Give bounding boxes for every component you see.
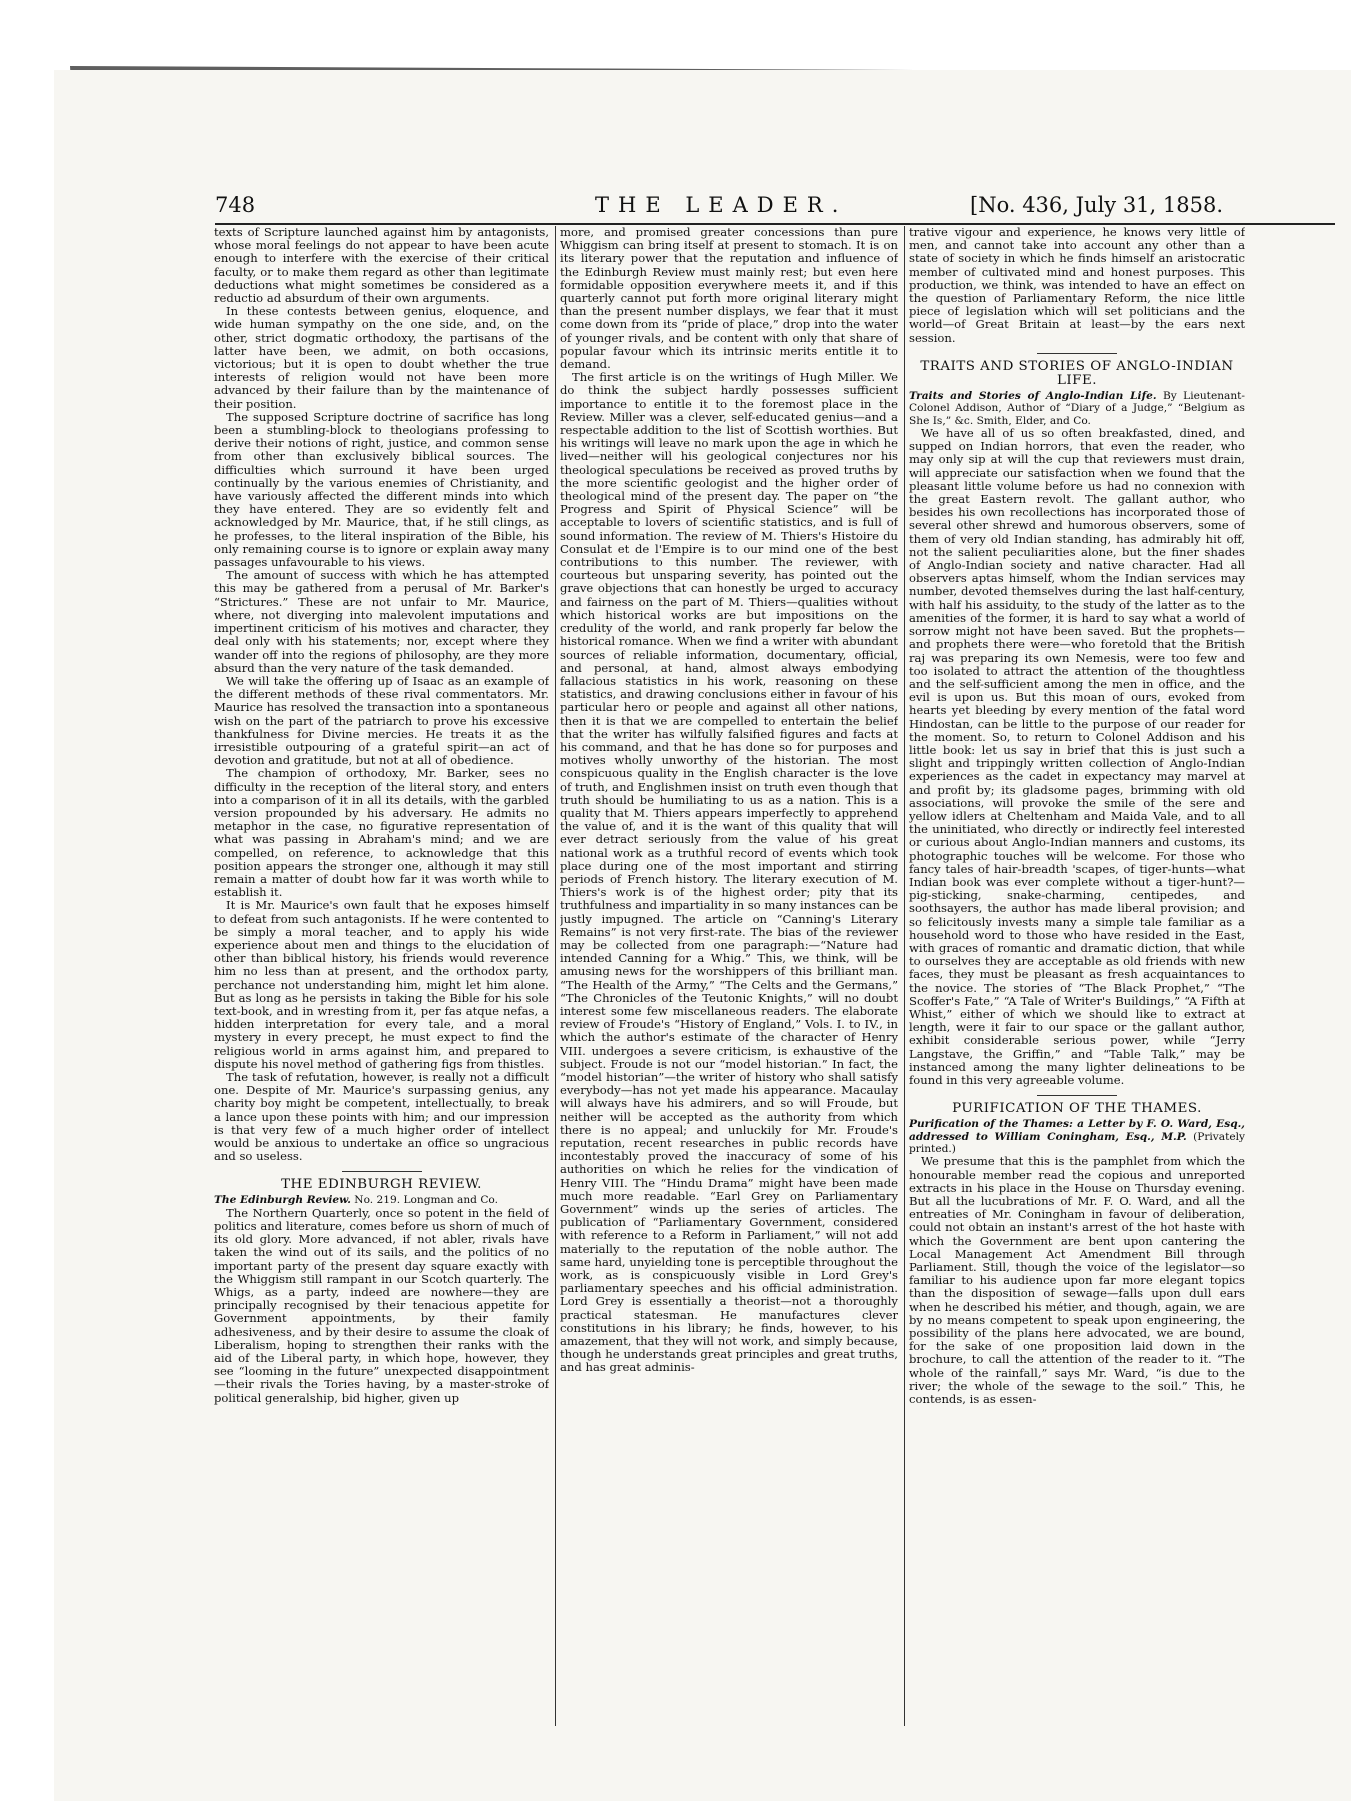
issue-date: [No. 436, July 31, 1858. xyxy=(970,193,1224,217)
paragraph: The task of refutation, however, is really not a difficult one. Despite of Mr. Maurice's surpassing genius, any charity boy might be competent, intellectually, to break a lance upon these points with him; and our impression is that very few of a much higher order of intellect would be anxious to undertake an office so ungracious and so useless. xyxy=(214,1070,549,1164)
citation-title: The Edinburgh Review. xyxy=(214,1194,351,1207)
column-divider xyxy=(555,226,556,1726)
paragraph: We presume that this is the pamphlet from which the honourable member read the copious and unreported extracts in his place in the House on Thursday evening. But all the lucubrations of Mr. F. O. Ward, and all the entreaties of Mr. Coningham in favour of deliberation, could not obtain an instant's arrest of the hot haste with which the Government are bent upon cantering the Local Management Act Amendment Bill through Parliament. Still, though the voice of the legislator—so familiar to his audience upon far more elegant topics than the disposition of sewage—falls upon dull ears when he described his métier, and though, again, we are by no means competent to speak upon engineering, the possibility of the plans here advocated, we are bound, for the sake of one proposition laid down in the brochure, to call the attention of the reader to it. “The whole of the rainfall,” says Mr. Ward, “is due to the river; the whole of the sewage to the soil.” This, he contends, is as essen- xyxy=(909,1154,1245,1407)
paragraph: more, and promised greater concessions than pure Whiggism can bring itself at present to stomach. It is on its literary power that the reputation and influence of the Edinburgh Review must mainly rest; but even here formidable opposition everywhere meets it, and if this quarterly cannot put forth more original literary might than the present number displays, we fear that it must come down from its “pride of place,” drop into the water of younger rivals, and be content with only that share of popular favour which its intrinsic merits entitle it to demand. xyxy=(560,226,898,372)
masthead-title: THE LEADER. xyxy=(595,193,848,217)
citation-publisher: Smith, Elder, and Co. xyxy=(976,414,1091,427)
citation-title: Traits and Stories of Anglo-Indian Life. xyxy=(909,389,1157,402)
paragraph: In these contests between genius, eloquence, and wide human sympathy on the one side, and, on the other, strict dogmatic orthodoxy, the partisans of the latter have been, we admit, on both occasions, victorious; but it is open to doubt whether the true interests of religion would not have been more advanced by their failure than by the maintenance of their position. xyxy=(214,304,549,411)
section-title: TRAITS AND STORIES OF ANGLO-INDIAN LIFE. xyxy=(920,358,1234,388)
section-title: THE EDINBURGH REVIEW. xyxy=(281,1177,482,1193)
column-3 xyxy=(909,226,1245,1726)
section-rule xyxy=(1037,353,1117,354)
section-rule xyxy=(342,1171,422,1172)
paragraph: The amount of success with which he has attempted this may be gathered from a perusal of Mr. Barker's “Strictures.” These are not unfair to Mr. Maurice, where, not diverging into malevolent imputations and impertinent criticism of his motives and character, they deal only with his statements; nor, except where they wander off into the regions of philosophy, are they more absurd than the very nature of the task demanded. xyxy=(214,568,549,675)
page-number: 748 xyxy=(215,193,256,217)
paragraph: We have all of us so often breakfasted, dined, and supped on Indian horrors, that even the reader, who may only sip at will the cup that reviewers must drain, will appreciate our satisfaction when we found that the pleasant little volume before us had no connexion with the great Eastern revolt. The gallant author, who besides his own recollections has incorporated those of several other shrewd and humorous observers, some of them of very old Indian standing, has admirably hit off, not the salient peculiarities alone, but the finer shades of Anglo-Indian society and native character. Had all observers aptas himself, whom the Indian services may number, devoted themselves during the last half-century, with half his assiduity, to the study of the latter as to the amenities of the former, it is hard to say what a world of sorrow might not have been saved. But the prophets—and prophets there were—who foretold that the British raj was preparing its own Nemesis, were too few and too isolated to attract the attention of the thoughtless and the self-sufficient among the men in office, and the evil is upon us. But this moan of ours, evoked from hearts yet bleeding by every mention of the fatal word Hindostan, can be little to the purpose of our reader for the moment. So, to return to Colonel Addison and his little book: let us say in brief that this is just such a slight and trippingly written collection of Anglo-Indian experiences as the cadet in expectancy may marvel at and profit by; its gladsome pages, brimming with old associations, will provoke the smile of the sere and yellow idlers at Cheltenham and Maida Vale, and to all the uninitiated, who directly or indirectly feel interested or curious about Anglo-Indian manners and customs, its photographic touches will be welcome. For those who fancy tales of hair-breadth 'scapes, of tiger-hunts—what Indian book was ever complete without a tiger-hunt?—pig-sticking, snake-charming, centipedes, and soothsayers, the author has made liberal provision; and so felicitously invests many a simple tale familiar as a household word to those who have resided in the East, with graces of romantic and dramatic diction, that while to ourselves they are acceptable as old friends with new faces, they must be pleasant as fresh acquaintances to the novice. The stories of “The Black Prophet,” “The Scoffer's Fate,” “A Tale of Writer's Buildings,” “A Fifth at Whist,” either of which we should like to extract at length, were it fair to our space or the gallant author, exhibit considerable serious power, while “Jerry Langstave, the Griffin,” and “Table Talk,” may be instanced among the many lighter delineations to be found in this very agreeable volume. xyxy=(909,426,1245,1087)
paragraph: The champion of orthodoxy, Mr. Barker, sees no difficulty in the reception of the literal story, and enters into a comparison of it in all its details, with the garbled version propounded by his adversary. He admits no metaphor in the case, no figurative representation of what was passing in Abraham's mind; and we are compelled, on reference, to acknowledge that this position appears the stronger one, although it may still remain a matter of doubt how far it was worth while to establish it. xyxy=(214,766,549,900)
citation-detail: By Lieutenant-Colonel Addison, Author of “Diary of a Judge,” “Belgium as She Is,” &c. xyxy=(909,389,1245,427)
book-citation xyxy=(909,1118,1245,1155)
citation-title: Purification of the Thames: a Letter by F. O. Ward, Esq., addressed to William Coningham, Esq., M.P. xyxy=(909,1118,1245,1143)
book-citation xyxy=(909,390,1245,427)
column-2 xyxy=(560,226,898,1726)
paragraph: The first article is on the writings of Hugh Miller. We do think the subject hardly possesses sufficient importance to entitle it to the foremost place in the Review. Miller was a clever, self-educated genius—and a respectable addition to the list of Scottish worthies. But his writings will leave no mark upon the age in which he lived—neither will his geological conjectures nor his theological speculations be received as proved truths by the more scientific geologist and the higher order of theological mind of the present day. The paper on “the Progress and Spirit of Physical Science” will be acceptable to lovers of scientific statistics, and is full of sound information. The review of M. Thiers's Histoire du Consulat et de l'Empire is to our mind one of the best contributions to this number. The reviewer, with courteous but unsparing severity, has pointed out the grave objections that can honestly be urged to accuracy and fairness on the part of M. Thiers—qualities without which historical works are but impositions on the credulity of the world, and rank properly far below the historical romance. When we find a writer with abundant sources of reliable information, documentary, official, and personal, at hand, almost always embodying fallacious statistics in his work, reasoning on these statistics, and drawing conclusions either in favour of his particular hero or people and against all other nations, then it is that we are compelled to entertain the belief that the writer has wilfully falsified figures and facts at his command, and that he has done so for purposes and motives wholly unworthy of the historian. The most conspicuous quality in the English character is the love of truth, and Englishmen insist on truth even though that truth should be humiliating to us as a nation. This is a quality that M. Thiers appears imperfectly to apprehend the value of, and it is the want of this quality that will ever detract seriously from the value of his great national work as a truthful record of events which took place during one of the most important and stirring periods of French history. The literary execution of M. Thiers's work is of the highest order; pity that its truthfulness and impartiality in so many instances can be justly impugned. The article on “Canning's Literary Remains” is not very first-rate. The bias of the reviewer may be collected from one paragraph:—“Nature had intended Canning for a Whig.” This, we think, will be amusing news for the worshippers of this brilliant man. “The Health of the Army,” “The Celts and the Germans,” “The Chronicles of the Teutonic Knights,” will no doubt interest some few miscellaneous readers. The elaborate review of Froude's “History of England,” Vols. I. to IV., in which the author's estimate of the character of Henry VIII. undergoes a severe criticism, is exhaustive of the subject. Froude is not our “model historian.” In fact, the “model historian”—the writer of history who shall satisfy everybody—has not yet made his appearance. Macaulay will always have his admirers, and so will Froude, but neither will be accepted as the authority from which there is no appeal; and unluckily for Mr. Froude's reputation, recent researches in public records have incontestably proved the inaccuracy of some of his authorities on which he relies for the vindication of Henry VIII. The “Hindu Drama” might have been made much more readable. “Earl Grey on Parliamentary Government” winds up the series of articles. The publication of “Parliamentary Government, considered with reference to a Reform in Parliament,” will not add materially to the reputation of the noble author. The same hard, unyielding tone is perceptible throughout the work, as is conspicuously visible in Lord Grey's parliamentary speeches and his official administration. Lord Grey is essentially a theorist—not a thoroughly practical statesman. He manufactures clever constitutions in his library; he finds, however, to his amazement, that they will not work, and simply because, though he understands great principles and great truths, and has great adminis- xyxy=(560,370,898,1375)
header-rule xyxy=(215,223,1335,225)
paragraph: The Northern Quarterly, once so potent in the field of politics and literature, comes before us shorn of much of its old glory. More advanced, if not abler, rivals have taken the wind out of its sails, and the politics of no important party of the present day square exactly with the Whiggism still rampant in our Scotch quarterly. The Whigs, as a party, indeed are nowhere—they are principally recognised by their tenacious appetite for Government appointments, by their family adhesiveness, and by their desire to assume the cloak of Liberalism, hoping to strengthen their ranks with the aid of the Liberal party, in which hope, however, they see “looming in the future” unexpected disappointment—their rivals the Tories having, by a master-stroke of political generalship, bid higher, given up xyxy=(214,1205,549,1405)
paragraph: The supposed Scripture doctrine of sacrifice has long been a stumbling-block to theologians professing to derive their notions of right, justice, and common sense from other than exclusively biblical sources. The difficulties which surround it have been urged continually by the various enemies of Christianity, and have variously affected the different minds into which they have entered. They are so evidently felt and acknowledged by Mr. Maurice, that, if he still clings, as he professes, to the literal inspiration of the Bible, his only remaining course is to ignore or explain away many passages unfavourable to his views. xyxy=(214,409,549,570)
column-divider xyxy=(904,226,905,1726)
paragraph: It is Mr. Maurice's own fault that he exposes himself to defeat from such antagonists. If he were contented to be simply a moral teacher, and to apply his wide experience about men and things to the elucidation of other than biblical history, his friends would reverence him no less than at present, and the orthodox party, perchance not understanding him, might let him alone. But as long as he persists in taking the Bible for his sole text-book, and in wresting from it, per fas atque nefas, a hidden interpretation for every tale, and a moral mystery in every precept, he must expect to find the religious world in arms against him, and prepared to dispute his novel method of gathering figs from thistles. xyxy=(214,898,549,1071)
paragraph: trative vigour and experience, he knows very little of men, and cannot take into account any other than a state of society in which he finds himself an aristocratic member of cultivated mind and honest purposes. This production, we think, was intended to have an effect on the question of Parliamentary Reform, the nice little piece of legislation which will set politicians and the world—of Great Britain at least—by the ears next session. xyxy=(909,226,1245,345)
citation-publisher: Longman and Co. xyxy=(403,1194,498,1207)
section-title: PURIFICATION OF THE THAMES. xyxy=(952,1101,1202,1117)
page-header xyxy=(215,193,1335,221)
book-citation xyxy=(214,1194,549,1206)
section-rule xyxy=(1037,1095,1117,1096)
column-1 xyxy=(214,226,549,1726)
citation-detail: No. 219. xyxy=(354,1194,401,1207)
paragraph: We will take the offering up of Isaac as an example of the different methods of these rival commentators. Mr. Maurice has resolved the transaction into a spontaneous wish on the part of the patriarch to prove his excessive thankfulness for Divine mercies. He treats it as the irresistible outpouring of a grateful spirit—an act of devotion and gratitude, but not at all of obedience. xyxy=(214,673,549,768)
citation-publisher: (Privately printed.) xyxy=(909,1130,1245,1156)
paragraph: texts of Scripture launched against him by antagonists, whose moral feelings do not appear to have been acute enough to interfere with the exercise of their critical faculty, or to make them regard as other than legitimate deductions what might sometimes be considered as a reductio ad absurdum of their own arguments. xyxy=(214,226,549,306)
